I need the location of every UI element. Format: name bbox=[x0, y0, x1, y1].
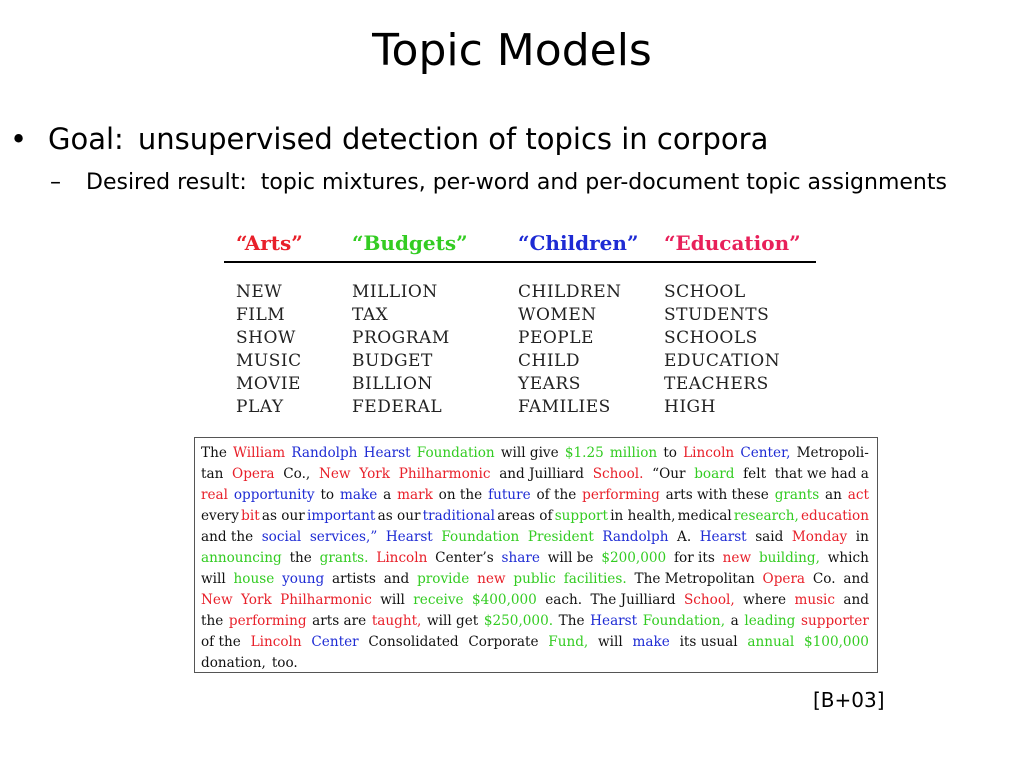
document-word: in health, bbox=[610, 508, 676, 524]
document-word: The Metropolitan bbox=[634, 571, 755, 587]
document-word: new bbox=[722, 550, 752, 566]
document-word: grants. bbox=[319, 550, 369, 566]
document-word: every bbox=[201, 508, 239, 524]
document-word: $100,000 bbox=[804, 634, 869, 650]
document-word: Metropoli- bbox=[796, 445, 869, 461]
document-line bbox=[201, 464, 869, 485]
document-word: School, bbox=[683, 592, 735, 608]
document-word: as our bbox=[261, 508, 305, 524]
document-word: arts are bbox=[312, 613, 367, 629]
document-word: New bbox=[318, 466, 351, 482]
topic-table bbox=[224, 228, 816, 419]
document-word: will get bbox=[427, 613, 479, 629]
document-word: important bbox=[306, 508, 376, 524]
document-word: performing bbox=[228, 613, 307, 629]
topic-word: MUSIC bbox=[236, 351, 302, 371]
document-word: The Juilliard bbox=[590, 592, 676, 608]
document-word: Foundation, bbox=[642, 613, 726, 629]
document-line bbox=[201, 653, 869, 674]
topic-word: FEDERAL bbox=[352, 397, 443, 417]
document-word: Co., bbox=[283, 466, 311, 482]
document-word: tan bbox=[201, 466, 224, 482]
document-word: real bbox=[201, 487, 228, 503]
document-word: annual bbox=[747, 634, 795, 650]
document-word: share bbox=[501, 550, 540, 566]
document-word: Foundation bbox=[416, 445, 495, 461]
document-word: Foundation bbox=[441, 529, 520, 545]
document-word: too. bbox=[271, 655, 298, 671]
document-word: $200,000 bbox=[601, 550, 667, 566]
document-word: new bbox=[477, 571, 506, 587]
document-line bbox=[201, 569, 869, 590]
document-word: Lincoln bbox=[683, 445, 735, 461]
document-word: Opera bbox=[232, 466, 275, 482]
document-word: Hearst bbox=[385, 529, 433, 545]
document-word: Center’s bbox=[435, 550, 494, 566]
topic-header-row bbox=[224, 228, 816, 258]
document-word: traditional bbox=[422, 508, 495, 524]
document-line bbox=[201, 443, 869, 464]
topic-word: CHILDREN bbox=[518, 282, 622, 302]
document-word: and Juilliard bbox=[499, 466, 584, 482]
document-line bbox=[201, 632, 869, 653]
document-word: to bbox=[320, 487, 335, 503]
desired-result-label: Desired result: bbox=[86, 170, 247, 195]
document-line bbox=[201, 527, 869, 548]
topic-word: NEW bbox=[236, 282, 283, 302]
document-line bbox=[201, 485, 869, 506]
topic-word: MOVIE bbox=[236, 374, 301, 394]
document-word: to bbox=[663, 445, 677, 461]
document-word: and the bbox=[201, 529, 254, 545]
document-word: its usual bbox=[679, 634, 738, 650]
document-word: services,” bbox=[309, 529, 378, 545]
document-word: New bbox=[201, 592, 233, 608]
topic-word: BUDGET bbox=[352, 351, 433, 371]
document-word: A. bbox=[677, 529, 692, 545]
document-word: grants bbox=[774, 487, 820, 503]
document-word: an bbox=[825, 487, 842, 503]
document-word: and bbox=[383, 571, 410, 587]
document-word: $1.25 bbox=[564, 445, 604, 461]
topic-word: WOMEN bbox=[518, 305, 597, 325]
topic-word: STUDENTS bbox=[664, 305, 770, 325]
document-word: will bbox=[201, 571, 226, 587]
document-word: Hearst bbox=[363, 445, 411, 461]
document-word: research, bbox=[733, 508, 799, 524]
topic-header-budgets: “Budgets” bbox=[352, 231, 468, 255]
document-word: music bbox=[794, 592, 836, 608]
document-word: Monday bbox=[791, 529, 848, 545]
document-word: a bbox=[730, 613, 739, 629]
topic-word: TAX bbox=[352, 305, 389, 325]
document-word: leading bbox=[744, 613, 796, 629]
document-word: Opera bbox=[762, 571, 806, 587]
document-word: Philharmonic bbox=[398, 466, 491, 482]
topic-word: PROGRAM bbox=[352, 328, 450, 348]
topic-word: MILLION bbox=[352, 282, 438, 302]
document-word: make bbox=[339, 487, 378, 503]
document-word: The bbox=[201, 445, 227, 461]
document-word: the bbox=[201, 613, 224, 629]
dash-icon: – bbox=[50, 170, 61, 195]
topic-word: EDUCATION bbox=[664, 351, 781, 371]
document-word: The bbox=[558, 613, 585, 629]
document-word: Lincoln bbox=[376, 550, 428, 566]
topic-word: BILLION bbox=[352, 374, 433, 394]
document-word: York bbox=[359, 466, 390, 482]
document-word: receive bbox=[413, 592, 464, 608]
document-word: public bbox=[513, 571, 556, 587]
topic-word: PEOPLE bbox=[518, 328, 594, 348]
document-word: President bbox=[527, 529, 594, 545]
goal-bullet bbox=[10, 122, 768, 156]
document-word: Lincoln bbox=[250, 634, 302, 650]
topic-word: SCHOOLS bbox=[664, 328, 758, 348]
document-word: announcing bbox=[201, 550, 282, 566]
document-word: young bbox=[282, 571, 325, 587]
document-line bbox=[201, 611, 869, 632]
document-word: of the bbox=[201, 634, 241, 650]
document-word: Center bbox=[311, 634, 359, 650]
document-word: Philharmonic bbox=[280, 592, 372, 608]
bullet-dot-icon: • bbox=[10, 122, 28, 156]
document-word: Consolidated bbox=[368, 634, 459, 650]
topic-column-education bbox=[664, 281, 816, 419]
document-word: provide bbox=[417, 571, 470, 587]
document-word: “Our bbox=[652, 466, 686, 482]
document-word: education bbox=[801, 508, 869, 524]
topic-header-arts: “Arts” bbox=[236, 231, 303, 255]
document-word: act bbox=[847, 487, 869, 503]
document-word: will be bbox=[547, 550, 594, 566]
document-word: William bbox=[233, 445, 286, 461]
document-word: the bbox=[289, 550, 312, 566]
document-word: donation, bbox=[201, 655, 266, 671]
document-word: support bbox=[554, 508, 608, 524]
document-word: and bbox=[843, 571, 869, 587]
topic-word: SCHOOL bbox=[664, 282, 746, 302]
topic-column-budgets bbox=[352, 281, 518, 419]
document-word: School. bbox=[592, 466, 644, 482]
document-word: on the bbox=[438, 487, 483, 503]
topic-word: FAMILIES bbox=[518, 397, 611, 417]
goal-text: unsupervised detection of topics in corpora bbox=[137, 122, 769, 156]
document-word: areas of bbox=[497, 508, 553, 524]
document-word: $250,000. bbox=[483, 613, 554, 629]
desired-result-subbullet bbox=[50, 170, 947, 195]
document-word: will bbox=[380, 592, 405, 608]
desired-result-text: topic mixtures, per-word and per-document topic assignments bbox=[260, 170, 947, 195]
document-word: opportunity bbox=[233, 487, 315, 503]
document-word: social bbox=[261, 529, 302, 545]
document-word: facilities. bbox=[563, 571, 627, 587]
topic-header-education: “Education” bbox=[664, 231, 801, 255]
document-word: which bbox=[827, 550, 869, 566]
topic-word: CHILD bbox=[518, 351, 580, 371]
document-word: York bbox=[240, 592, 272, 608]
document-word: building, bbox=[758, 550, 820, 566]
document-word: medical bbox=[677, 508, 732, 524]
document-word: future bbox=[488, 487, 531, 503]
document-word: house bbox=[233, 571, 275, 587]
document-word: taught, bbox=[371, 613, 422, 629]
topic-column-arts bbox=[224, 281, 352, 419]
document-word: that we had a bbox=[774, 466, 869, 482]
document-word: Hearst bbox=[699, 529, 747, 545]
document-word: a bbox=[383, 487, 392, 503]
document-word: million bbox=[609, 445, 658, 461]
document-word: and bbox=[843, 592, 869, 608]
topic-header-children: “Children” bbox=[518, 231, 639, 255]
document-line bbox=[201, 506, 869, 527]
topic-column-children bbox=[518, 281, 664, 419]
document-word: bit bbox=[241, 508, 260, 524]
document-word: $400,000 bbox=[471, 592, 537, 608]
document-word: mark bbox=[397, 487, 433, 503]
document-word: Randolph bbox=[291, 445, 358, 461]
document-word: of the bbox=[536, 487, 577, 503]
document-word: Fund, bbox=[548, 634, 589, 650]
document-word: as our bbox=[377, 508, 421, 524]
topic-word: HIGH bbox=[664, 397, 716, 417]
document-word: Co. bbox=[812, 571, 836, 587]
topic-word: TEACHERS bbox=[664, 374, 769, 394]
topic-word: SHOW bbox=[236, 328, 296, 348]
document-word: make bbox=[632, 634, 670, 650]
topic-header-rule bbox=[224, 261, 816, 263]
document-word: each. bbox=[545, 592, 583, 608]
document-word: will give bbox=[500, 445, 559, 461]
document-line bbox=[201, 590, 869, 611]
document-word: felt bbox=[743, 466, 767, 482]
document-word: artists bbox=[332, 571, 376, 587]
goal-label: Goal: bbox=[48, 122, 124, 156]
slide-title: Topic Models bbox=[372, 25, 652, 76]
document-line bbox=[201, 548, 869, 569]
document-word: arts with these bbox=[665, 487, 769, 503]
topic-word: YEARS bbox=[518, 374, 581, 394]
document-word: said bbox=[755, 529, 784, 545]
document-word: Corporate bbox=[468, 634, 539, 650]
document-word: Center, bbox=[740, 445, 791, 461]
document-word: Hearst bbox=[590, 613, 638, 629]
topic-word: PLAY bbox=[236, 397, 284, 417]
citation: [B+03] bbox=[813, 688, 885, 712]
document-word: will bbox=[598, 634, 623, 650]
document-word: in bbox=[855, 529, 869, 545]
document-word: performing bbox=[582, 487, 660, 503]
topic-word: FILM bbox=[236, 305, 286, 325]
topic-words bbox=[224, 281, 816, 419]
document-word: supporter bbox=[801, 613, 869, 629]
document-word: for its bbox=[674, 550, 715, 566]
document-word: board bbox=[694, 466, 735, 482]
document-word: where bbox=[743, 592, 787, 608]
example-document bbox=[194, 437, 878, 673]
document-word: Randolph bbox=[602, 529, 669, 545]
